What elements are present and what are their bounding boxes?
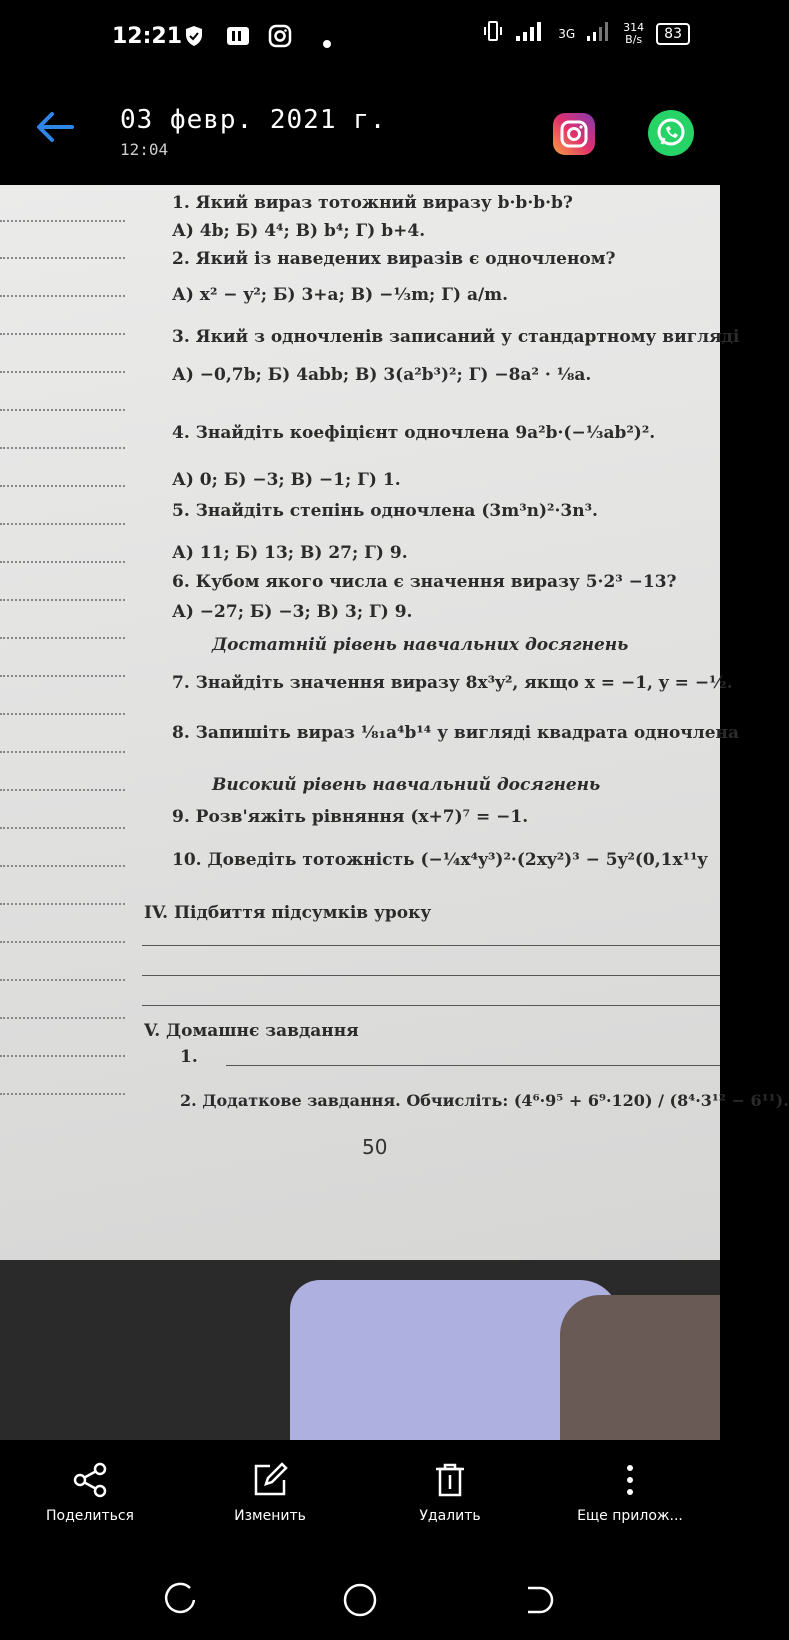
question-9: 9. Розв'яжіть рівняння (x+7)⁷ = −1. <box>172 807 529 827</box>
home-icon <box>340 1580 380 1620</box>
margin-dotted-line <box>0 1055 125 1057</box>
margin-dotted-line <box>0 789 125 791</box>
signal-icon <box>516 21 546 46</box>
margin-dotted-line <box>0 523 125 525</box>
level-sufficient-heading: Достатній рівень навчальних досягнень <box>212 635 629 655</box>
share-icon <box>70 1460 110 1500</box>
margin-dotted-line <box>0 713 125 715</box>
answers-2: А) x² − y²; Б) 3+a; В) −¹⁄₃m; Г) a/m. <box>172 285 509 305</box>
delete-label: Удалить <box>419 1508 481 1524</box>
margin-dotted-line <box>0 637 125 639</box>
section-homework-heading: V. Домашнє завдання <box>144 1021 359 1041</box>
margin-dotted-line <box>0 295 125 297</box>
vibrate-icon <box>482 20 504 47</box>
parking-app-icon <box>226 24 250 53</box>
more-notifications-dot-icon <box>322 30 332 54</box>
margin-dotted-line <box>0 751 125 753</box>
status-bar <box>0 0 720 80</box>
question-8: 8. Запишіть вираз ¹⁄₈₁a⁴b¹⁴ у вигляді квадрата одночлена <box>172 723 739 743</box>
photo-date: 03 февр. 2021 г. <box>120 105 387 135</box>
status-right-group <box>482 20 690 47</box>
margin-dotted-line <box>0 485 125 487</box>
edit-icon <box>250 1460 290 1500</box>
question-2: 2. Який із наведених виразів є одночленом? <box>172 249 616 269</box>
share-label: Поделиться <box>46 1508 134 1524</box>
background-object <box>560 1295 720 1445</box>
edit-label: Изменить <box>234 1508 306 1524</box>
back-nav-icon <box>520 1580 560 1620</box>
question-3: 3. Який з одночленів записаний у стандартному вигляді <box>172 327 740 347</box>
answers-3: А) −0,7b; Б) 4abb; В) 3(a²b³)²; Г) −8a² · ¹⁄₈a. <box>172 365 592 385</box>
answers-4: А) 0; Б) −3; В) −1; Г) 1. <box>172 470 401 490</box>
arrow-left-icon <box>30 102 80 152</box>
question-1: 1. Який вираз тотожний виразу b·b·b·b? <box>172 193 573 213</box>
trash-icon <box>430 1460 470 1500</box>
back-button[interactable] <box>30 102 80 152</box>
margin-dotted-line <box>0 561 125 563</box>
more-vertical-icon <box>610 1460 650 1500</box>
margin-dotted-line <box>0 1093 125 1095</box>
homework-item-2: 2. Додаткове завдання. Обчисліть: (4⁶·9⁵ + 6⁹·120) / (8⁴·3¹² − 6¹¹). <box>180 1091 789 1110</box>
instagram-share-button[interactable] <box>553 113 595 155</box>
battery-indicator: 83 <box>656 23 690 45</box>
back-nav-button[interactable] <box>520 1580 560 1620</box>
photo-time: 12:04 <box>120 140 169 159</box>
margin-dotted-line <box>0 333 125 335</box>
question-4: 4. Знайдіть коефіцієнт одночлена 9a²b·(−¹⁄₃ab²)². <box>172 423 656 443</box>
answers-1: А) 4b; Б) 4⁴; В) b⁴; Г) b+4. <box>172 221 426 241</box>
margin-dotted-line <box>0 979 125 981</box>
margin-dotted-line <box>0 941 125 943</box>
share-button[interactable] <box>10 1460 170 1524</box>
network-type: 3G <box>558 26 576 41</box>
homework-line <box>226 1065 720 1066</box>
question-5: 5. Знайдіть степінь одночлена (3m³n)²·3n³. <box>172 501 598 521</box>
whatsapp-share-button[interactable] <box>648 110 694 156</box>
level-high-heading: Високий рівень навчальний досягнень <box>212 775 601 795</box>
instagram-notification-icon <box>268 24 292 53</box>
margin-dotted-line <box>0 257 125 259</box>
instagram-icon <box>553 113 595 155</box>
action-toolbar <box>0 1440 720 1560</box>
margin-dotted-line <box>0 903 125 905</box>
margin-dotted-line <box>0 371 125 373</box>
signal-2-icon <box>587 21 611 46</box>
question-7: 7. Знайдіть значення виразу 8x³y², якщо x = −1, y = −½. <box>172 673 733 693</box>
section-summary-heading: IV. Підбиття підсумків уроку <box>144 903 432 923</box>
margin-dotted-line <box>0 827 125 829</box>
answers-5: А) 11; Б) 13; В) 27; Г) 9. <box>172 543 408 563</box>
delete-button[interactable] <box>370 1460 530 1524</box>
photo-viewer[interactable] <box>0 185 789 1440</box>
margin-dotted-line <box>0 599 125 601</box>
more-apps-button[interactable] <box>550 1460 710 1524</box>
page-number: 50 <box>362 1135 388 1159</box>
textbook-page <box>0 185 789 1265</box>
more-apps-label: Еще прилож... <box>577 1508 683 1524</box>
answers-6: А) −27; Б) −3; В) 3; Г) 9. <box>172 602 413 622</box>
answer-line <box>142 975 720 976</box>
home-button[interactable] <box>340 1580 380 1620</box>
margin-dotted-line <box>0 1017 125 1019</box>
question-6: 6. Кубом якого числа є значення виразу 5·2³ −13? <box>172 572 677 592</box>
margin-dotted-line <box>0 409 125 411</box>
margin-dotted-line <box>0 675 125 677</box>
margin-dotted-line <box>0 865 125 867</box>
margin-dotted-line <box>0 447 125 449</box>
question-10: 10. Доведіть тотожність (−¼x⁴y³)²·(2xy²)³ − 5y²(0,1x¹¹y <box>172 850 708 870</box>
edit-button[interactable] <box>190 1460 350 1524</box>
status-time: 12:21 <box>112 24 183 49</box>
margin-dotted-line <box>0 220 125 222</box>
recents-icon <box>160 1580 200 1620</box>
speed-value: 314 <box>623 20 645 34</box>
network-speed <box>623 22 644 46</box>
whatsapp-icon <box>648 110 694 156</box>
homework-item-1: 1. <box>180 1047 198 1067</box>
gallery-header <box>0 80 720 185</box>
answer-line <box>142 1005 720 1006</box>
answer-line <box>142 945 720 946</box>
recents-button[interactable] <box>160 1580 200 1620</box>
system-navigation-bar <box>0 1560 720 1640</box>
speed-unit: B/s <box>625 32 643 46</box>
shield-icon <box>182 24 206 53</box>
